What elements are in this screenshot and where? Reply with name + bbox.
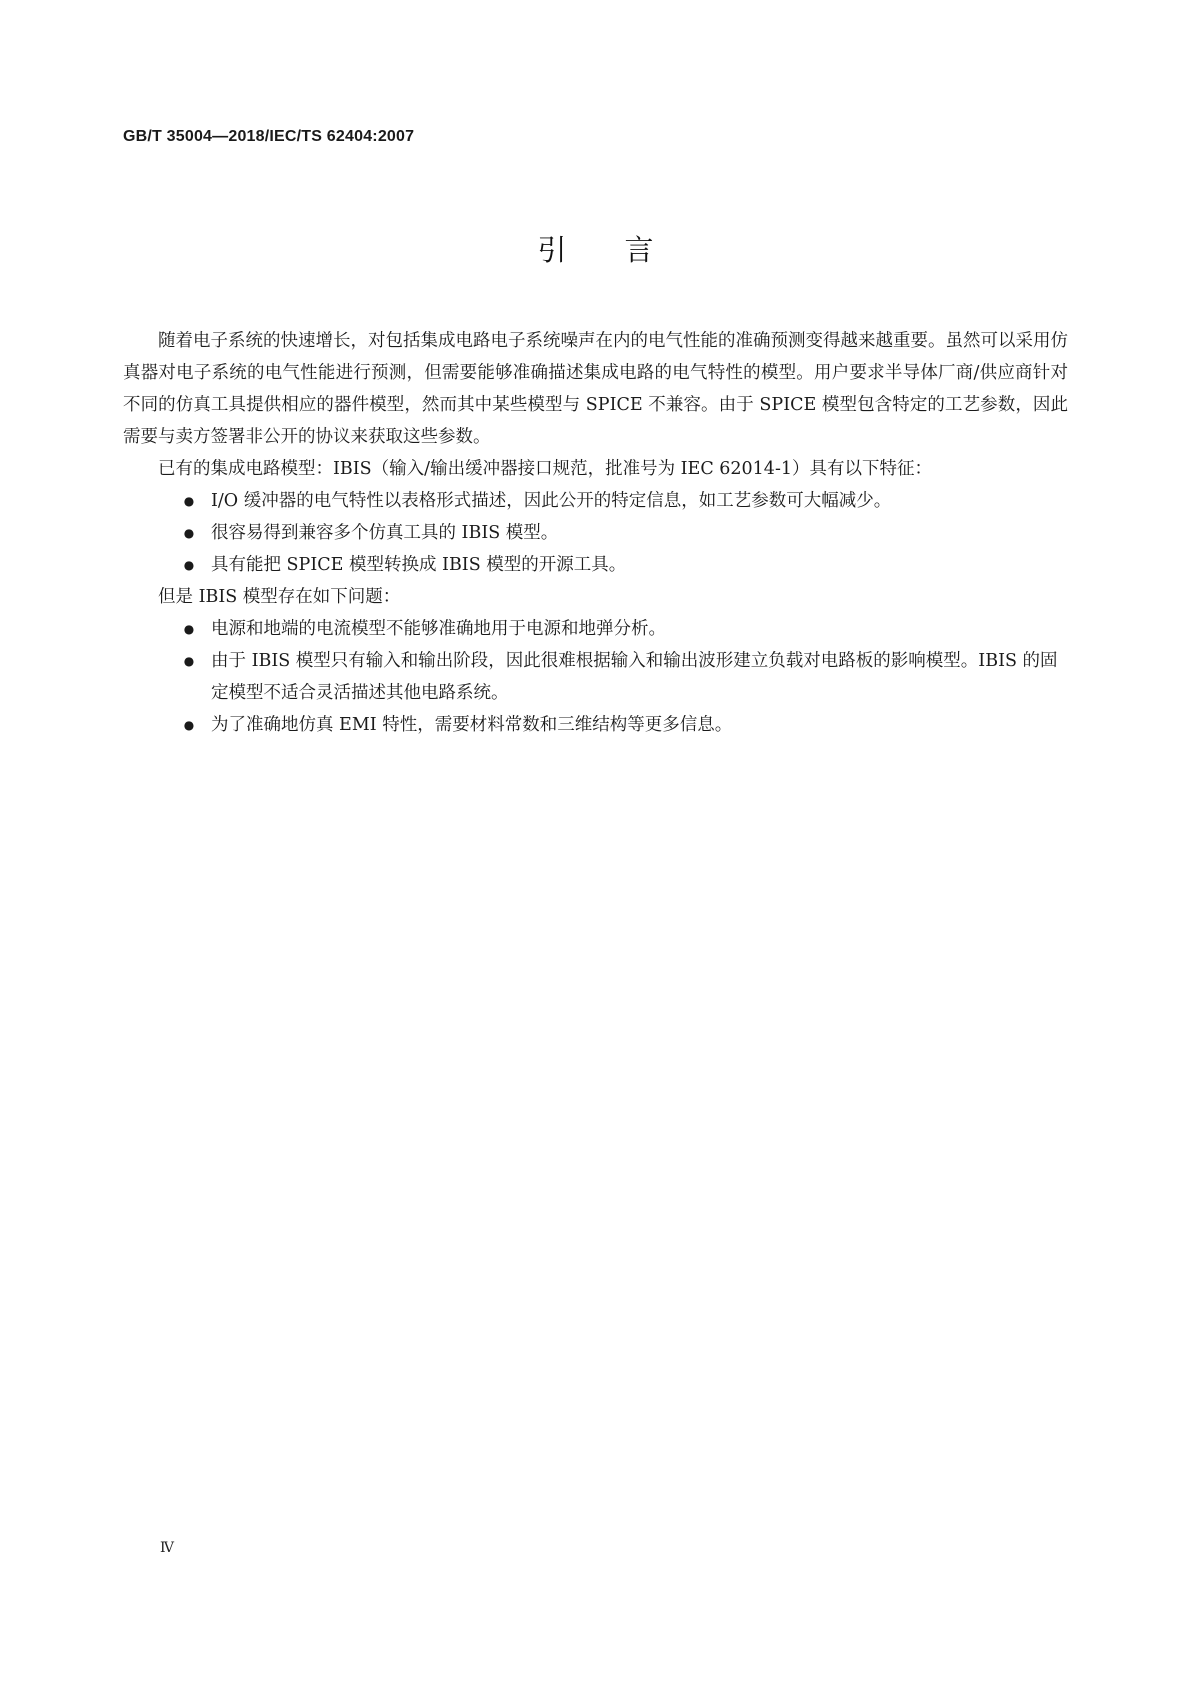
bullet-icon: ● xyxy=(183,558,195,572)
list-item-text: 很容易得到兼容多个仿真工具的 IBIS 模型。 xyxy=(211,523,559,543)
standard-number: GB/T 35004—2018/IEC/TS 62404:2007 xyxy=(123,128,415,145)
ibis-problems-list xyxy=(123,613,1068,741)
ibis-problems-intro: 但是 IBIS 模型存在如下问题： xyxy=(158,587,401,607)
list-item xyxy=(123,549,1068,581)
section-title: 引言 xyxy=(537,233,712,267)
list-item xyxy=(123,709,1068,741)
bullet-icon: ● xyxy=(183,654,195,668)
standard-number-header xyxy=(123,128,414,146)
list-item xyxy=(123,613,1068,645)
intro-paragraph: 随着电子系统的快速增长，对包括集成电路电子系统噪声在内的电气性能的准确预测变得越来越重要。虽然可以采用仿真器对电子系统的电气性能进行预测，但需要能够准确描述集成电路的电气特性的模型。用户要求半导体厂商/供应商针对不同的仿真工具提供相应的器件模型，然而其中某些模型与 SPICE 不兼容。由于 SPICE 模型包含特定的工艺参数，因此需要与卖方签署非公开的协议来获取这些参数。 xyxy=(123,331,1068,447)
ibis-features-list xyxy=(123,485,1068,581)
list-item-text: 电源和地端的电流模型不能够准确地用于电源和地弹分析。 xyxy=(211,619,666,639)
bullet-icon: ● xyxy=(183,718,195,732)
bullet-icon: ● xyxy=(183,494,195,508)
ibis-features-intro: 已有的集成电路模型：IBIS（输入/输出缓冲器接口规范，批准号为 IEC 62014-1）具有以下特征： xyxy=(158,459,932,479)
list-item xyxy=(123,485,1068,517)
list-item-text: I/O 缓冲器的电气特性以表格形式描述，因此公开的特定信息，如工艺参数可大幅减少。 xyxy=(211,491,892,511)
list-item xyxy=(123,517,1068,549)
bullet-icon: ● xyxy=(183,526,195,540)
list-item-text: 为了准确地仿真 EMI 特性，需要材料常数和三维结构等更多信息。 xyxy=(211,715,733,735)
list-item-text: 由于 IBIS 模型只有输入和输出阶段，因此很难根据输入和输出波形建立负载对电路板的影响模型。IBIS 的固定模型不适合灵活描述其他电路系统。 xyxy=(211,651,1058,703)
list-item xyxy=(123,645,1068,709)
list-item-text: 具有能把 SPICE 模型转换成 IBIS 模型的开源工具。 xyxy=(211,555,627,575)
bullet-icon: ● xyxy=(183,622,195,636)
document-body xyxy=(123,325,1068,741)
page-number: Ⅳ xyxy=(160,1541,174,1556)
